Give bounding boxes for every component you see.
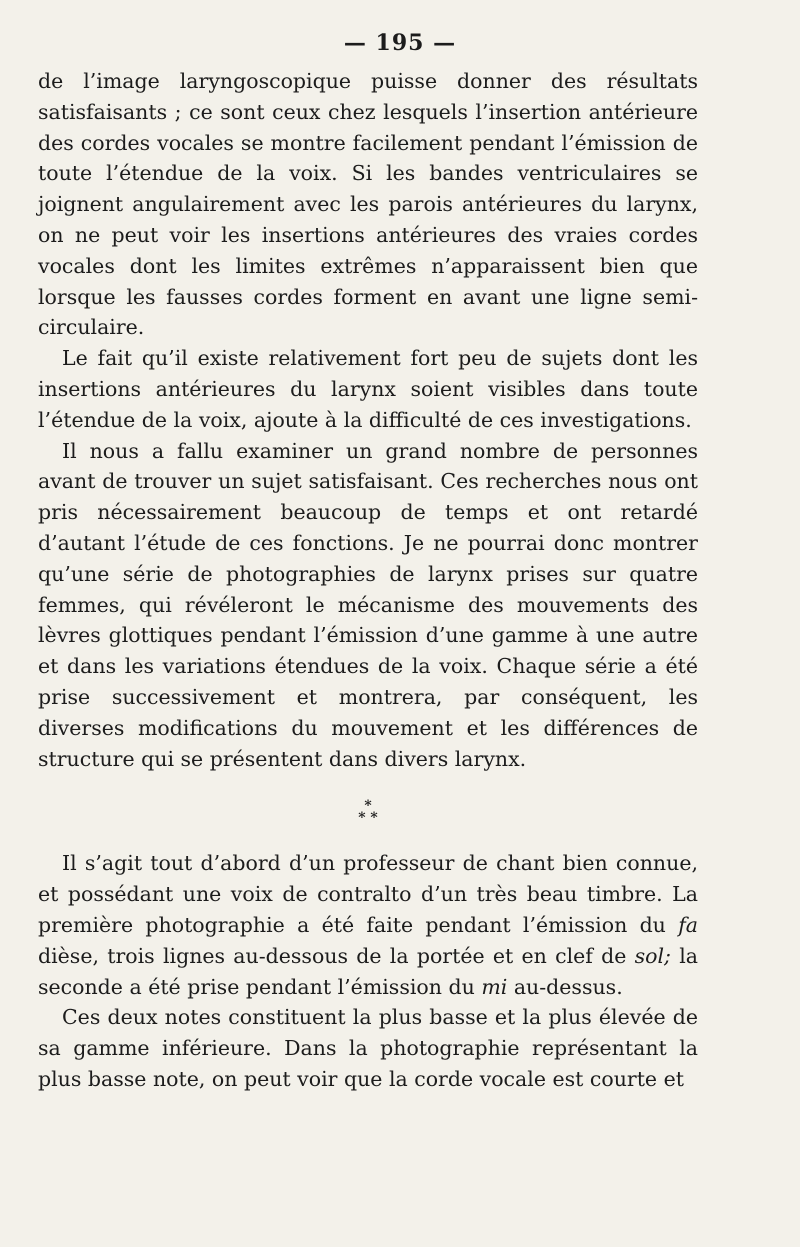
separator-star-top: *: [364, 798, 372, 815]
separator-stars-bottom: * *: [358, 810, 378, 827]
paragraph-4-italic-fa: fa: [678, 912, 698, 937]
paragraph-4: [38, 848, 698, 1002]
page-body: [38, 66, 698, 1095]
section-separator: [38, 798, 698, 827]
paragraph-2: Le fait qu’il existe relativement fort peu de sujets dont les insertions antérieures du larynx soient visibles dans toute l’étendue de la voix, ajoute à la difficulté de ces investigations.: [38, 346, 698, 432]
paragraph-1: de l’image laryngoscopique puisse donner des résultats satisfaisants ; ce sont ceux chez lesquels l’insertion antérieure des cordes vocales se montre facilement pendant l’émission de toute l’étendue de la voix. Si les bandes ventriculaires se joignent angulairement avec les parois antérieures du larynx, on ne peut voir les insertions antérieures des vraies cordes vocales dont les limites extrêmes n’apparaissent bien que lorsque les fausses cordes forment en avant une ligne semi-circulaire.: [38, 69, 698, 340]
paragraph-4-text-1: Il s’agit tout d’abord d’un professeur de chant bien connue, et possédant une voix de contralto d’un très beau timbre. La première photographie a été faite pendant l’émission du: [38, 851, 698, 937]
paragraph-4-text-3: la seconde a été prise pendant l’émission du: [38, 943, 699, 999]
paragraph-4-italic-mi: mi: [481, 974, 508, 999]
paragraph-3: Il nous a fallu examiner un grand nombre de personnes avant de trouver un sujet satisfaisant. Ces recherches nous ont pris nécessairement beaucoup de temps et ont retardé d’autant l’étude de ces fonctions. Je ne pourrai donc montrer qu’une série de photographies de larynx prises sur quatre femmes, qui révéleront le mécanisme des mouvements des lèvres glottiques pendant l’émission d’une gamme à une autre et dans les variations étendues de la voix. Chaque série a été prise successivement et montrera, par conséquent, les diverses modifications du mouvement et les différences de structure qui se présentent dans divers larynx.: [38, 438, 698, 771]
paragraph-4-text-2: dièse, trois lignes au-dessous de la portée et en clef de: [38, 943, 635, 968]
paragraph-4-text-4: au-dessus.: [507, 974, 623, 999]
paragraph-4-italic-sol: sol;: [634, 943, 671, 968]
paragraph-5: Ces deux notes constituent la plus basse et la plus élevée de sa gamme inférieure. Dans la photographie représentant la plus basse note, on peut voir que la corde vocale est courte et: [38, 1005, 698, 1091]
page-number: — 195 —: [343, 30, 457, 56]
